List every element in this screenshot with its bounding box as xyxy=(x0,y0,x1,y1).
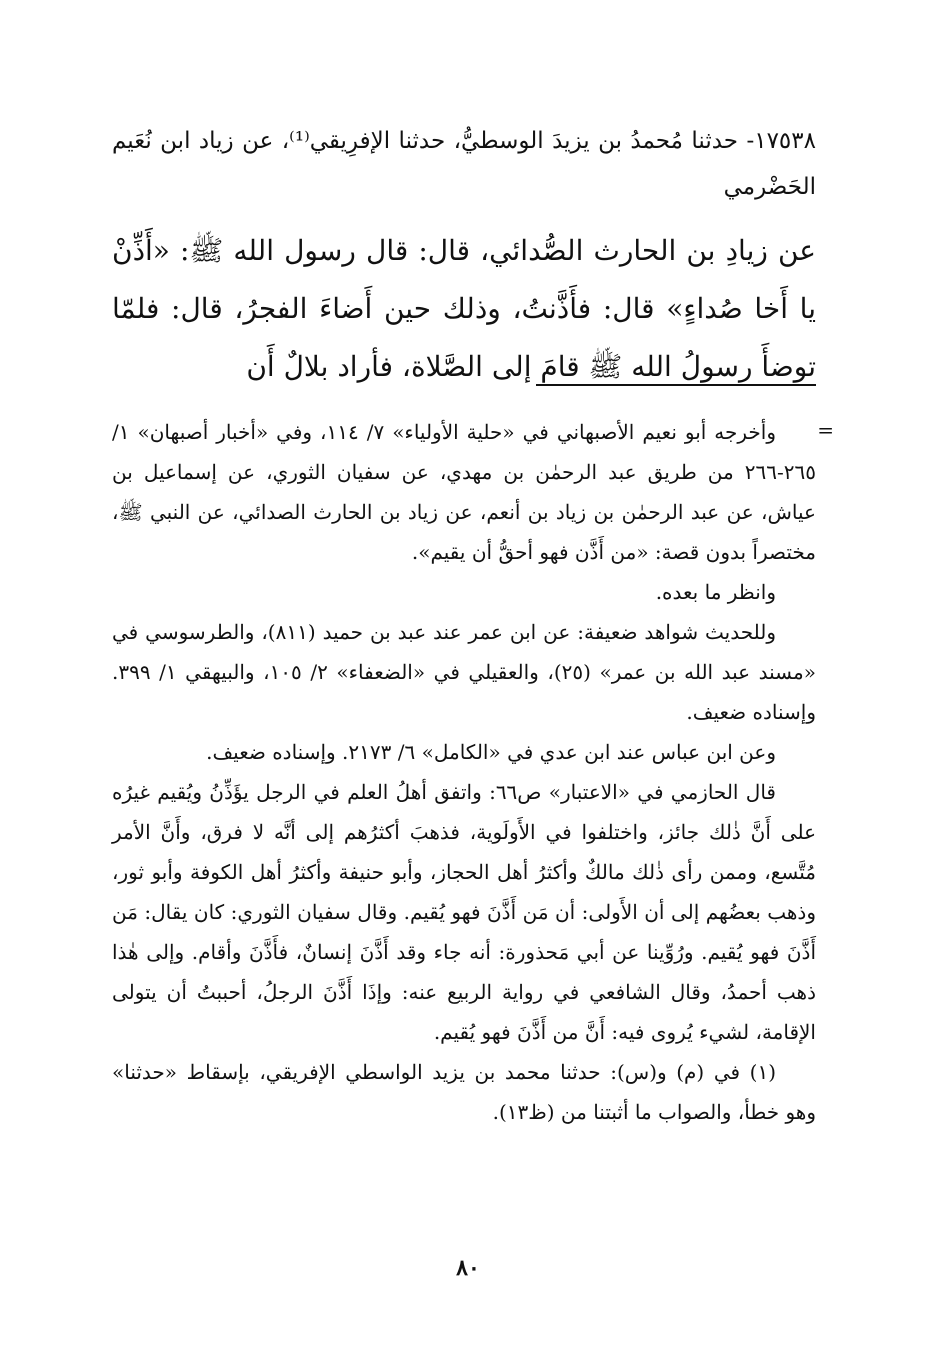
footnote-paragraph: (١) في (م) و(س): حدثنا محمد بن يزيد الواسطي الإفريقي، بإسقاط «حدثنا» وهو خطأ، والصواب ما أثبتنا من (ظ١٣). xyxy=(112,1060,816,1124)
hadith-matn: عن زيادِ بن الحارث الصُّدائي، قال: قال رسول الله ﷺ: «أَذِّنْ يا أَخا صُداءٍ» قال: فأَذَّنتُ، وذلك حين أَضاءَ الفجرُ، قال: فلمّا توضأَ رسولُ الله ﷺ قامَ إلى الصَّلاة، فأراد بلالٌ أَن xyxy=(112,234,816,383)
page-number: ٨٠ xyxy=(456,1255,480,1281)
footnotes xyxy=(112,412,816,1132)
footnote-paragraph: وعن ابن عباس عند ابن عدي في «الكامل» ٦/ ٢١٧٣. وإسناده ضعيف. xyxy=(206,740,776,764)
footnote-paragraph: وانظر ما بعده. xyxy=(655,580,776,604)
footnote-separator xyxy=(536,384,816,386)
footnote-paragraph: وأخرجه أبو نعيم الأصبهاني في «حلية الأولياء» ٧/ ١١٤، وفي «أخبار أصبهان» ١/ ٢٦٥-٢٦٦ من طريق عبد الرحمٰن بن مهدي، عن سفيان الثوري، عن إسماعيل بن عياش، عن عبد الرحمٰن بن زياد بن أنعم، عن زياد بن الحارث الصدائي، عن النبي ﷺ، مختصراً بدون قصة: «من أَذَّن فهو أحقُّ أن يقيم». xyxy=(112,420,816,564)
footnote-paragraph: وللحديث شواهد ضعيفة: عن ابن عمر عند عبد بن حميد (٨١١)، والطرسوسي في «مسند عبد الله بن عمر» (٢٥)، والعقيلي في «الضعفاء» ٢/ ١٠٥، والبيهقي ١/ ٣٩٩. وإسناده ضعيف. xyxy=(112,620,816,724)
footnote-paragraph: قال الحازمي في «الاعتبار» ص٦٦: واتفق أهلُ العلم في الرجل يؤَذِّنُ ويُقيم غيرُه على أَنَّ ذٰلك جائز، واختلفوا في الأَولَوية، فذهبَ أكثرُهم إلى أنَّه لا فرق، وأَنَّ الأمر مُتَّسع، وممن رأى ذٰلك مالكٌ وأكثرُ أهل الحجاز، وأبو حنيفة وأكثرُ أهل الكوفة وأبو ثور، وذهب بعضُهم إلى أن الأَولى: أن مَن أَذَّنَ فهو يُقيم. وقال سفيان الثوري: كان يقال: مَن أَذَّنَ فهو يُقيم. ورُوِّينا عن أبي مَحذورة: أنه جاء وقد أَذَّنَ إنسانٌ، فأَذَّنَ وأقام. وإلى هٰذا ذهب أحمدُ، وقال الشافعي في رواية الربيع عنه: وإذَا أَذَّنَ الرجلُ، أحببتُ أن يتولى الإقامة، لشيء يُروى فيه: أَنَّ من أَذَّنَ فهو يُقيم. xyxy=(112,780,816,1044)
hadith-isnad: ١٧٥٣٨- حدثنا مُحمدُ بن يزيدَ الوسطيُّ، حدثنا الإفرِيقي⁽¹⁾، عن زياد ابن نُعَيم الحَضْرمي xyxy=(112,128,816,200)
continuation-mark: = xyxy=(817,418,834,442)
